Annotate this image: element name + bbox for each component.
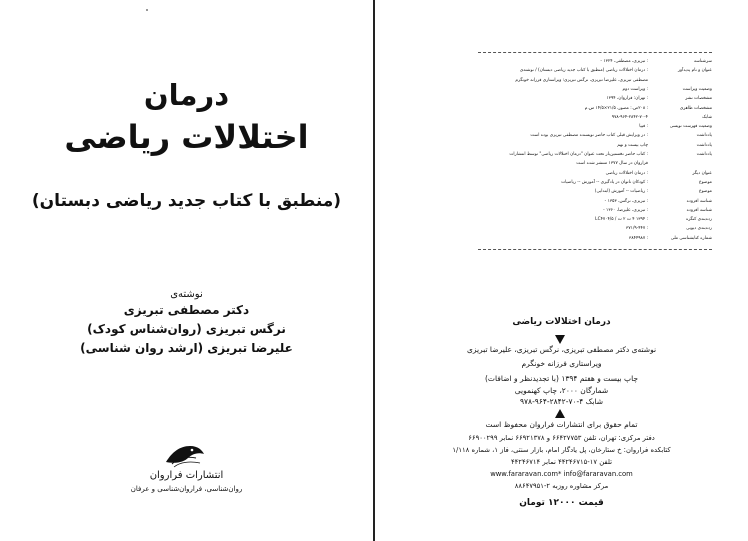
cip-value: : کودکان ناتوان در یادگیری -- آموزش -- ریاضیات [561, 179, 648, 185]
author-2: نرگس تبریزی (روان‌شناس کودک) [87, 322, 286, 336]
page-speck [146, 9, 148, 11]
cip-value: : کتاب حاضر نخستین‌بار تحت عنوان "درمان اختلالات ریاضی" توسط انتشارات [509, 152, 648, 157]
book-title-line1: درمان [143, 78, 230, 112]
cip-row [478, 58, 712, 65]
colophon-title: درمان اختلالات ریاضی [512, 317, 611, 327]
cip-label: عنوان و نام پدیدآور [677, 68, 712, 74]
cip-row [478, 105, 712, 112]
cip-value: : ۱۳۹۴ ۴ ت ۲ ت / LC۴۷۰۴/۵ [595, 217, 648, 223]
cip-row [478, 151, 712, 158]
written-by-label: نوشته‌ی [170, 289, 203, 300]
cip-value: : فیپا [639, 124, 648, 130]
cip-value: : ۲۰۸ص.: مصور، ۲۱/۵×۱۴/۵ س.م [584, 105, 648, 111]
cip-row [478, 123, 712, 130]
cip-value: چاپ بیست و نهم [617, 142, 648, 148]
cip-value: : تبریزی، علیرضا، ۱۳۶۰ - [603, 207, 648, 213]
cip-value: : تبریزی، مصطفی، ۱۳۲۴ - [600, 59, 648, 64]
publisher-logo-icon [162, 440, 208, 470]
cover-page [0, 0, 373, 541]
cip-row [478, 142, 712, 149]
cip-value: : تبریزی، نرگس، ۱۳۵۳ - [604, 198, 648, 204]
cip-row [478, 132, 712, 139]
colophon-store: کتابکده فراروان: خ ستارخان، پل یادگار امام، بازار سنتی، فاز ۱، شماره ۱/۱۱۸ [452, 446, 671, 454]
author-1: دکتر مصطفی تبریزی [123, 303, 250, 317]
cip-row [478, 235, 712, 242]
cip-label: شماره کتابشناسی ملی [670, 235, 712, 241]
cip-label: شناسه افزوده [686, 198, 712, 204]
cip-value: فراروان در سال ۱۳۷۷ منتشر شده است [576, 161, 648, 167]
colophon-website: www.fararavan.com* info@fararavan.com [490, 470, 633, 478]
colophon-phone: تلفن ۱۷-۴۴۲۴۶۷۱۵ نمابر ۴۴۲۴۶۷۱۴ [511, 458, 612, 466]
cip-row [478, 225, 712, 232]
cip-label: سرشناسه [693, 59, 712, 64]
cip-row [478, 188, 712, 195]
copyright-page [375, 0, 748, 541]
book-subtitle: (منطبق با کتاب جدید ریاضی دبستان) [31, 191, 342, 211]
cip-label: رده‌بندی کنگره [685, 217, 712, 223]
colophon-authors: نوشته‌ی دکتر مصطفی تبریزی، نرگس تبریزی، علیرضا تبریزی [466, 345, 657, 354]
cip-label: یادداشت [696, 142, 712, 148]
cip-label: موضوع [699, 179, 712, 185]
colophon-office: دفتر مرکزی: تهران، تلفن ۶۶۴۲۷۷۵۳ و ۶۶۹۲۱۳۷۸ نمابر ۶۶۹۰۰۲۹۹ [468, 434, 655, 442]
cip-label: یادداشت [696, 152, 712, 157]
cip-row [478, 95, 712, 102]
cip-block [478, 52, 712, 250]
publisher-tagline: روان‌شناسی، فراروان‌شناسی و عرفان [130, 485, 243, 493]
cip-row [478, 179, 712, 186]
cip-row [478, 77, 712, 84]
cip-row [478, 216, 712, 223]
cip-row [478, 86, 712, 93]
cip-value: : در ویرایش قبلی کتاب حاضر نویسنده مصطفی تبریزی بوده است [530, 133, 648, 139]
cip-row [478, 114, 712, 121]
cip-bottom-rule [478, 249, 712, 250]
publisher-name: انتشارات فراروان [149, 470, 224, 481]
colophon-print-run: شمارگان ۲۰۰۰، چاپ کهنمویی [514, 386, 609, 395]
cip-row [478, 67, 712, 74]
cip-value: : درمان اختلالات ریاضی [605, 170, 648, 176]
cip-value: ۹۷۸-۹۶۴-۲۸۴۲-۷۰-۴ [611, 114, 648, 120]
cip-row [478, 170, 712, 177]
cip-row [478, 160, 712, 167]
cip-label: مشخصات ظاهری [679, 105, 712, 111]
cip-label: رده‌بندی دیویی [686, 226, 712, 232]
cip-value: مصطفی تبریزی، علیرضا تبریزی، نرگس تبریزی؛ ویراستاری فرزانه خونگرم [515, 77, 648, 83]
cip-label: یادداشت [696, 133, 712, 139]
cip-label: مشخصات نشر [685, 96, 712, 102]
book-title-line2: اختلالات ریاضی [64, 118, 309, 156]
cip-value: : درمان اختلالات ریاضی (منطبق با کتاب جدید ریاضی دبستان) / نوشته‌ی [519, 68, 648, 74]
colophon-counseling: مرکز مشاوره روزبه ۲-۸۸۶۴۷۹۵۱ [514, 482, 609, 490]
colophon-price: قیمت ۱۲۰۰۰ تومان [519, 498, 604, 508]
cip-top-rule [478, 52, 712, 53]
cip-value: : ویراست دوم [622, 86, 648, 92]
colophon-edition: چاپ بیست و هفتم ۱۳۹۴ (با تجدیدنظر و اضافات) [484, 374, 638, 383]
cip-value: : ۳۸۴۴۹۸۷ [629, 235, 648, 241]
colophon-isbn: شابک ۴-۷۰-۲۸۴۲-۹۶۴-۹۷۸ [519, 397, 604, 406]
cip-label: شناسه افزوده [686, 207, 712, 213]
cip-label: وضعیت فهرست نویسی [669, 124, 712, 130]
cip-value: : ریاضیات -- آموزش (ابتدایی) [594, 189, 648, 195]
cip-label: موضوع [699, 189, 712, 195]
cip-label: شابک [702, 114, 712, 120]
colophon-rights: تمام حقوق برای انتشارات فراروان محفوظ است [485, 420, 638, 429]
cip-label: وضعیت ویراست [682, 86, 712, 92]
author-3: علیرضا تبریزی (ارشد روان شناسی) [80, 341, 293, 355]
cip-row [478, 207, 712, 214]
cip-row [478, 198, 712, 205]
cip-value: : ۳۷۱/۹-۴۴۷ [626, 226, 648, 232]
triangle-down-icon [555, 335, 565, 344]
triangle-up-icon [555, 409, 565, 418]
colophon-editor: ویراستاری فرزانه خونگرم [521, 359, 602, 368]
cip-value: : تهران: فراروان، ۱۳۹۴ [606, 96, 648, 102]
cip-label: عنوان دیگر [692, 170, 712, 176]
